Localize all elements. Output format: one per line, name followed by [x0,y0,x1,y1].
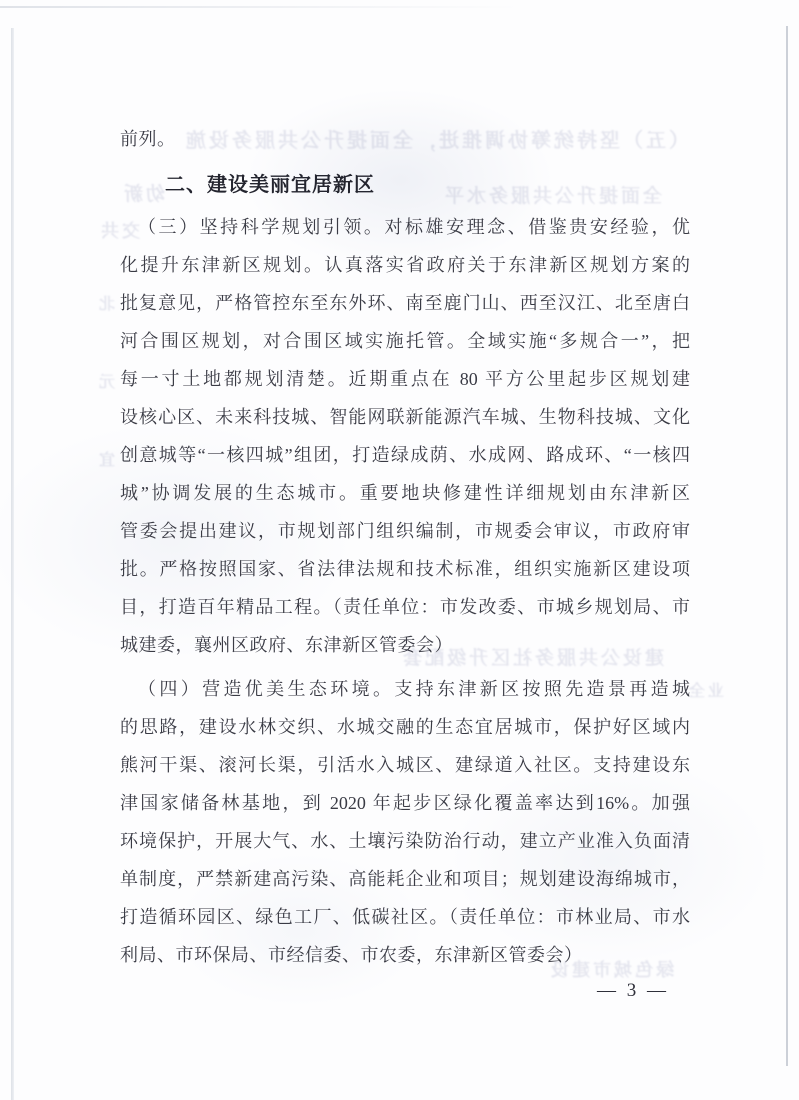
text-line: （三）坚持科学规划引领。对标雄安理念、借鉴贵安经验，优 [138,217,690,237]
text-line: 打造循环园区、绿色工厂、低碳社区。（责任单位：市林业局、市水 [120,907,690,927]
page-number: — 3 — [597,980,669,1001]
text-line: 前列。 [120,129,176,149]
text-line: 批复意见，严格管控东至东外环、南至鹿门山、西至汉江、北至唐白 [120,293,690,313]
section-heading: 二、建设美丽宜居新区 [165,174,375,196]
text-line: 创意城等“一核四城”组团，打造绿成荫、水成网、路成环、“一核四 [120,445,690,465]
text-line: 设核心区、未来科技城、智能网联新能源汽车城、生物科技城、文化 [120,407,690,427]
text-line: 每一寸土地都规划清楚。近期重点在 80 平方公里起步区规划建 [120,369,690,389]
text-line: 管委会提出建议，市规划部门组织编制，市规委会审议，市政府审 [120,521,690,541]
bleedthrough-fragment: 宜 [96,452,116,469]
text-line: 目，打造百年精品工程。（责任单位：市发改委、市城乡规划局、市 [120,597,690,617]
scan-edge-right [786,26,788,1066]
text-line: 批。严格按照国家、省法律法规和技术标准，组织实施新区建设项 [120,559,690,579]
bleedthrough-fragment: 绿色城市建设 [548,960,674,980]
text-line: 河合围区规划，对合围区域实施托管。全域实施“多规合一”，把 [120,331,690,351]
text-line: （四）营造优美生态环境。支持东津新区按照先造景再造城 [138,679,690,699]
text-line: 化提升东津新区规划。认真落实省政府关于东津新区规划方案的 [120,255,690,275]
text-line: 城”协调发展的生态城市。重要地块修建性详细规划由东津新区 [120,483,690,503]
text-line: 单制度，严禁新建高污染、高能耗企业和项目；规划建设海绵城市， [120,869,690,889]
text-line: 津国家储备林基地，到 2020 年起步区绿化覆盖率达到16%。加强 [120,793,690,813]
bleedthrough-fragment: 北 [96,296,116,313]
text-line: 利局、市环保局、市经信委、市农委，东津新区管委会） [120,945,583,965]
bleedthrough-fragment: 全面提升公共服务水平 [442,186,663,207]
scan-edge-left [11,28,14,1100]
document-text-block [120,120,690,974]
bleedthrough-fragment: （五）坚持统筹协调推进，全面提升公共服务设施 [183,130,689,152]
bleedthrough-fragment: 业全 [686,683,725,700]
bleedthrough-fragment: 交共 [98,221,140,241]
bleedthrough-fragment: 幼新 [121,184,166,205]
scan-edge-top [0,6,799,8]
text-line: 环境保护，开展大气、水、土壤污染防治行动，建立产业准入负面清 [120,831,690,851]
text-line: 的思路，建设水林交织、水城交融的生态宜居城市，保护好区域内 [120,717,690,737]
text-line: 熊河干渠、滚河长渠，引活水入城区、建绿道入社区。支持建设东 [120,755,690,775]
bleedthrough-fragment: 元 [96,374,116,391]
text-line: 城建委，襄州区政府、东津新区管委会） [120,635,453,655]
bleedthrough-fragment: 建设公共服务社区升级配套 [400,648,665,669]
